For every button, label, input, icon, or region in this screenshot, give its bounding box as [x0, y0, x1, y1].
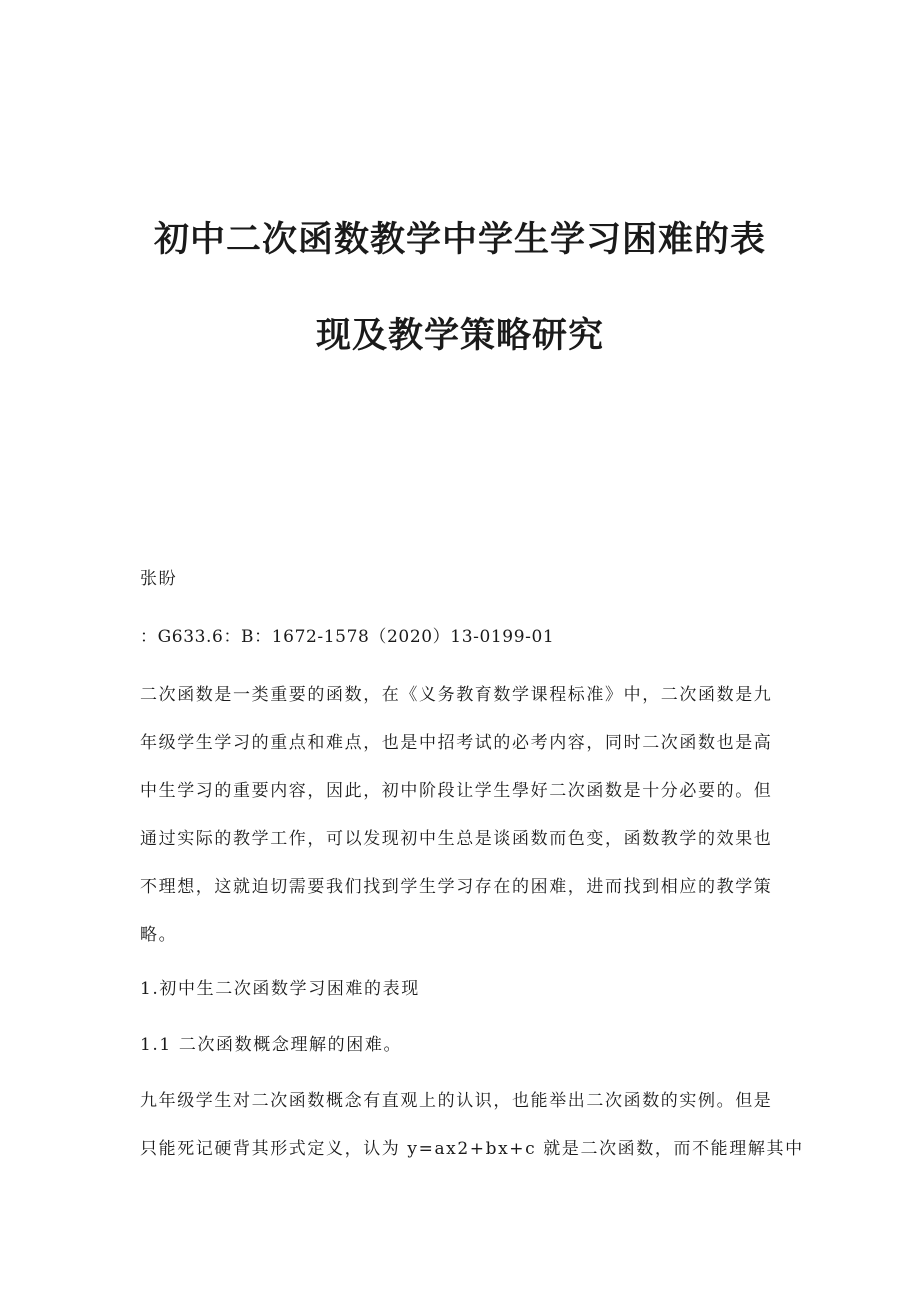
title-line-1: 初中二次函数教学中学生学习困难的表: [153, 220, 766, 260]
intro-line: 中生学习的重要内容，因此，初中阶段让学生學好二次函数是十分必要的。但: [140, 781, 773, 801]
intro-line: 不理想，这就迫切需要我们找到学生学习存在的困难，进而找到相应的教学策: [140, 877, 773, 897]
intro-line: 通过实际的教学工作，可以发现初中生总是谈函数而色变，函数教学的效果也: [140, 829, 773, 849]
subsection-line: 只能死记硬背其形式定义，认为 y=ax2+bx+c 就是二次函数，而不能理解其中: [140, 1139, 804, 1159]
title-line-2: 现及教学策略研究: [315, 316, 604, 356]
section-heading: 1.初中生二次函数学习困难的表现: [140, 979, 420, 999]
subsection-heading: 1.1 二次函数概念理解的困难。: [140, 1035, 403, 1055]
author-name: 张盼: [140, 569, 178, 589]
intro-line: 年级学生学习的重点和难点，也是中招考试的必考内容，同时二次函数也是高: [140, 733, 773, 753]
intro-line: 二次函数是一类重要的函数，在《义务教育数学课程标准》中，二次函数是九: [140, 685, 773, 705]
intro-line: 略。: [140, 925, 178, 945]
classification-code: ：G633.6：B：1672-1578（2020）13-0199-01: [140, 627, 555, 647]
subsection-line: 九年级学生对二次函数概念有直观上的认识，也能举出二次函数的实例。但是: [140, 1091, 773, 1111]
